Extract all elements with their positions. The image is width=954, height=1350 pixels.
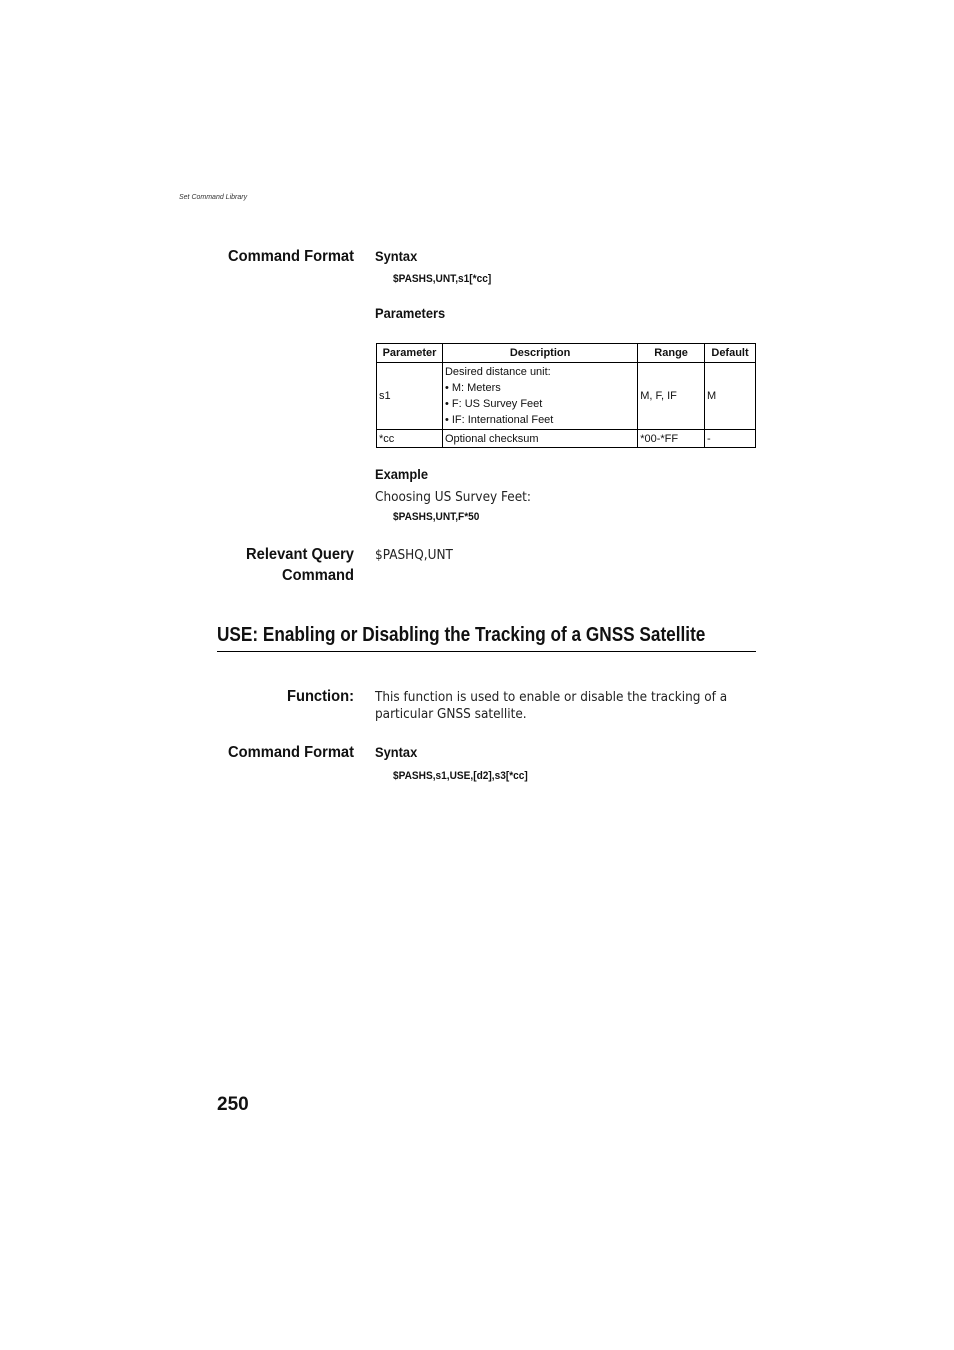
running-header: Set Command Library: [179, 194, 248, 201]
function-description-line1: This function is used to enable or disable the tracking of a: [375, 690, 728, 705]
description-bullet: • F: US Survey Feet: [444, 398, 543, 410]
description-line: Optional checksum: [444, 432, 539, 445]
example-text: Choosing US Survey Feet:: [375, 490, 531, 505]
cell-range: M, F, IF: [638, 363, 705, 430]
header-description: Description: [442, 344, 637, 363]
description-bullet: • IF: International Feet: [444, 414, 554, 426]
cell-description: [442, 363, 637, 430]
command-format-heading-use: Command Format: [228, 744, 354, 761]
parameters-table: [376, 343, 756, 448]
example-heading: Example: [375, 466, 428, 482]
header-range: Range: [638, 344, 705, 363]
syntax-heading: Syntax: [375, 248, 418, 264]
command-format-heading: Command Format: [228, 248, 354, 265]
example-code: $PASHS,UNT,F*50: [393, 511, 480, 523]
cell-range: *00-*FF: [638, 430, 705, 448]
function-heading: Function:: [286, 688, 354, 705]
syntax-code: $PASHS,UNT,s1[*cc]: [393, 273, 492, 285]
parameters-heading: Parameters: [375, 305, 446, 321]
header-parameter: Parameter: [377, 344, 443, 363]
cell-default: M: [705, 363, 756, 430]
table-header-row: [377, 344, 756, 363]
cell-parameter: s1: [377, 363, 443, 430]
relevant-query-heading-line1: Relevant Query: [246, 546, 354, 563]
table-row: [377, 363, 756, 430]
syntax-code-use: $PASHS,s1,USE,[d2],s3[*cc]: [393, 770, 528, 782]
header-default: Default: [705, 344, 756, 363]
cell-default: -: [705, 430, 756, 448]
section-title: [217, 624, 756, 652]
function-description-line2: particular GNSS satellite.: [375, 707, 527, 722]
relevant-query-heading-line2: Command: [282, 567, 354, 584]
cell-description: [442, 430, 637, 448]
relevant-query-value: $PASHQ,UNT: [375, 548, 453, 563]
relevant-query-heading: [207, 544, 354, 586]
page-number: 250: [217, 1094, 249, 1115]
cell-parameter: *cc: [377, 430, 443, 448]
description-bullet: • M: Meters: [444, 382, 501, 394]
section-title-text: USE: Enabling or Disabling the Tracking of a GNSS Satellite: [217, 624, 706, 646]
description-line: Desired distance unit:: [444, 366, 551, 378]
table-row: [377, 430, 756, 448]
function-description: [375, 689, 727, 723]
syntax-heading-use: Syntax: [375, 744, 418, 760]
